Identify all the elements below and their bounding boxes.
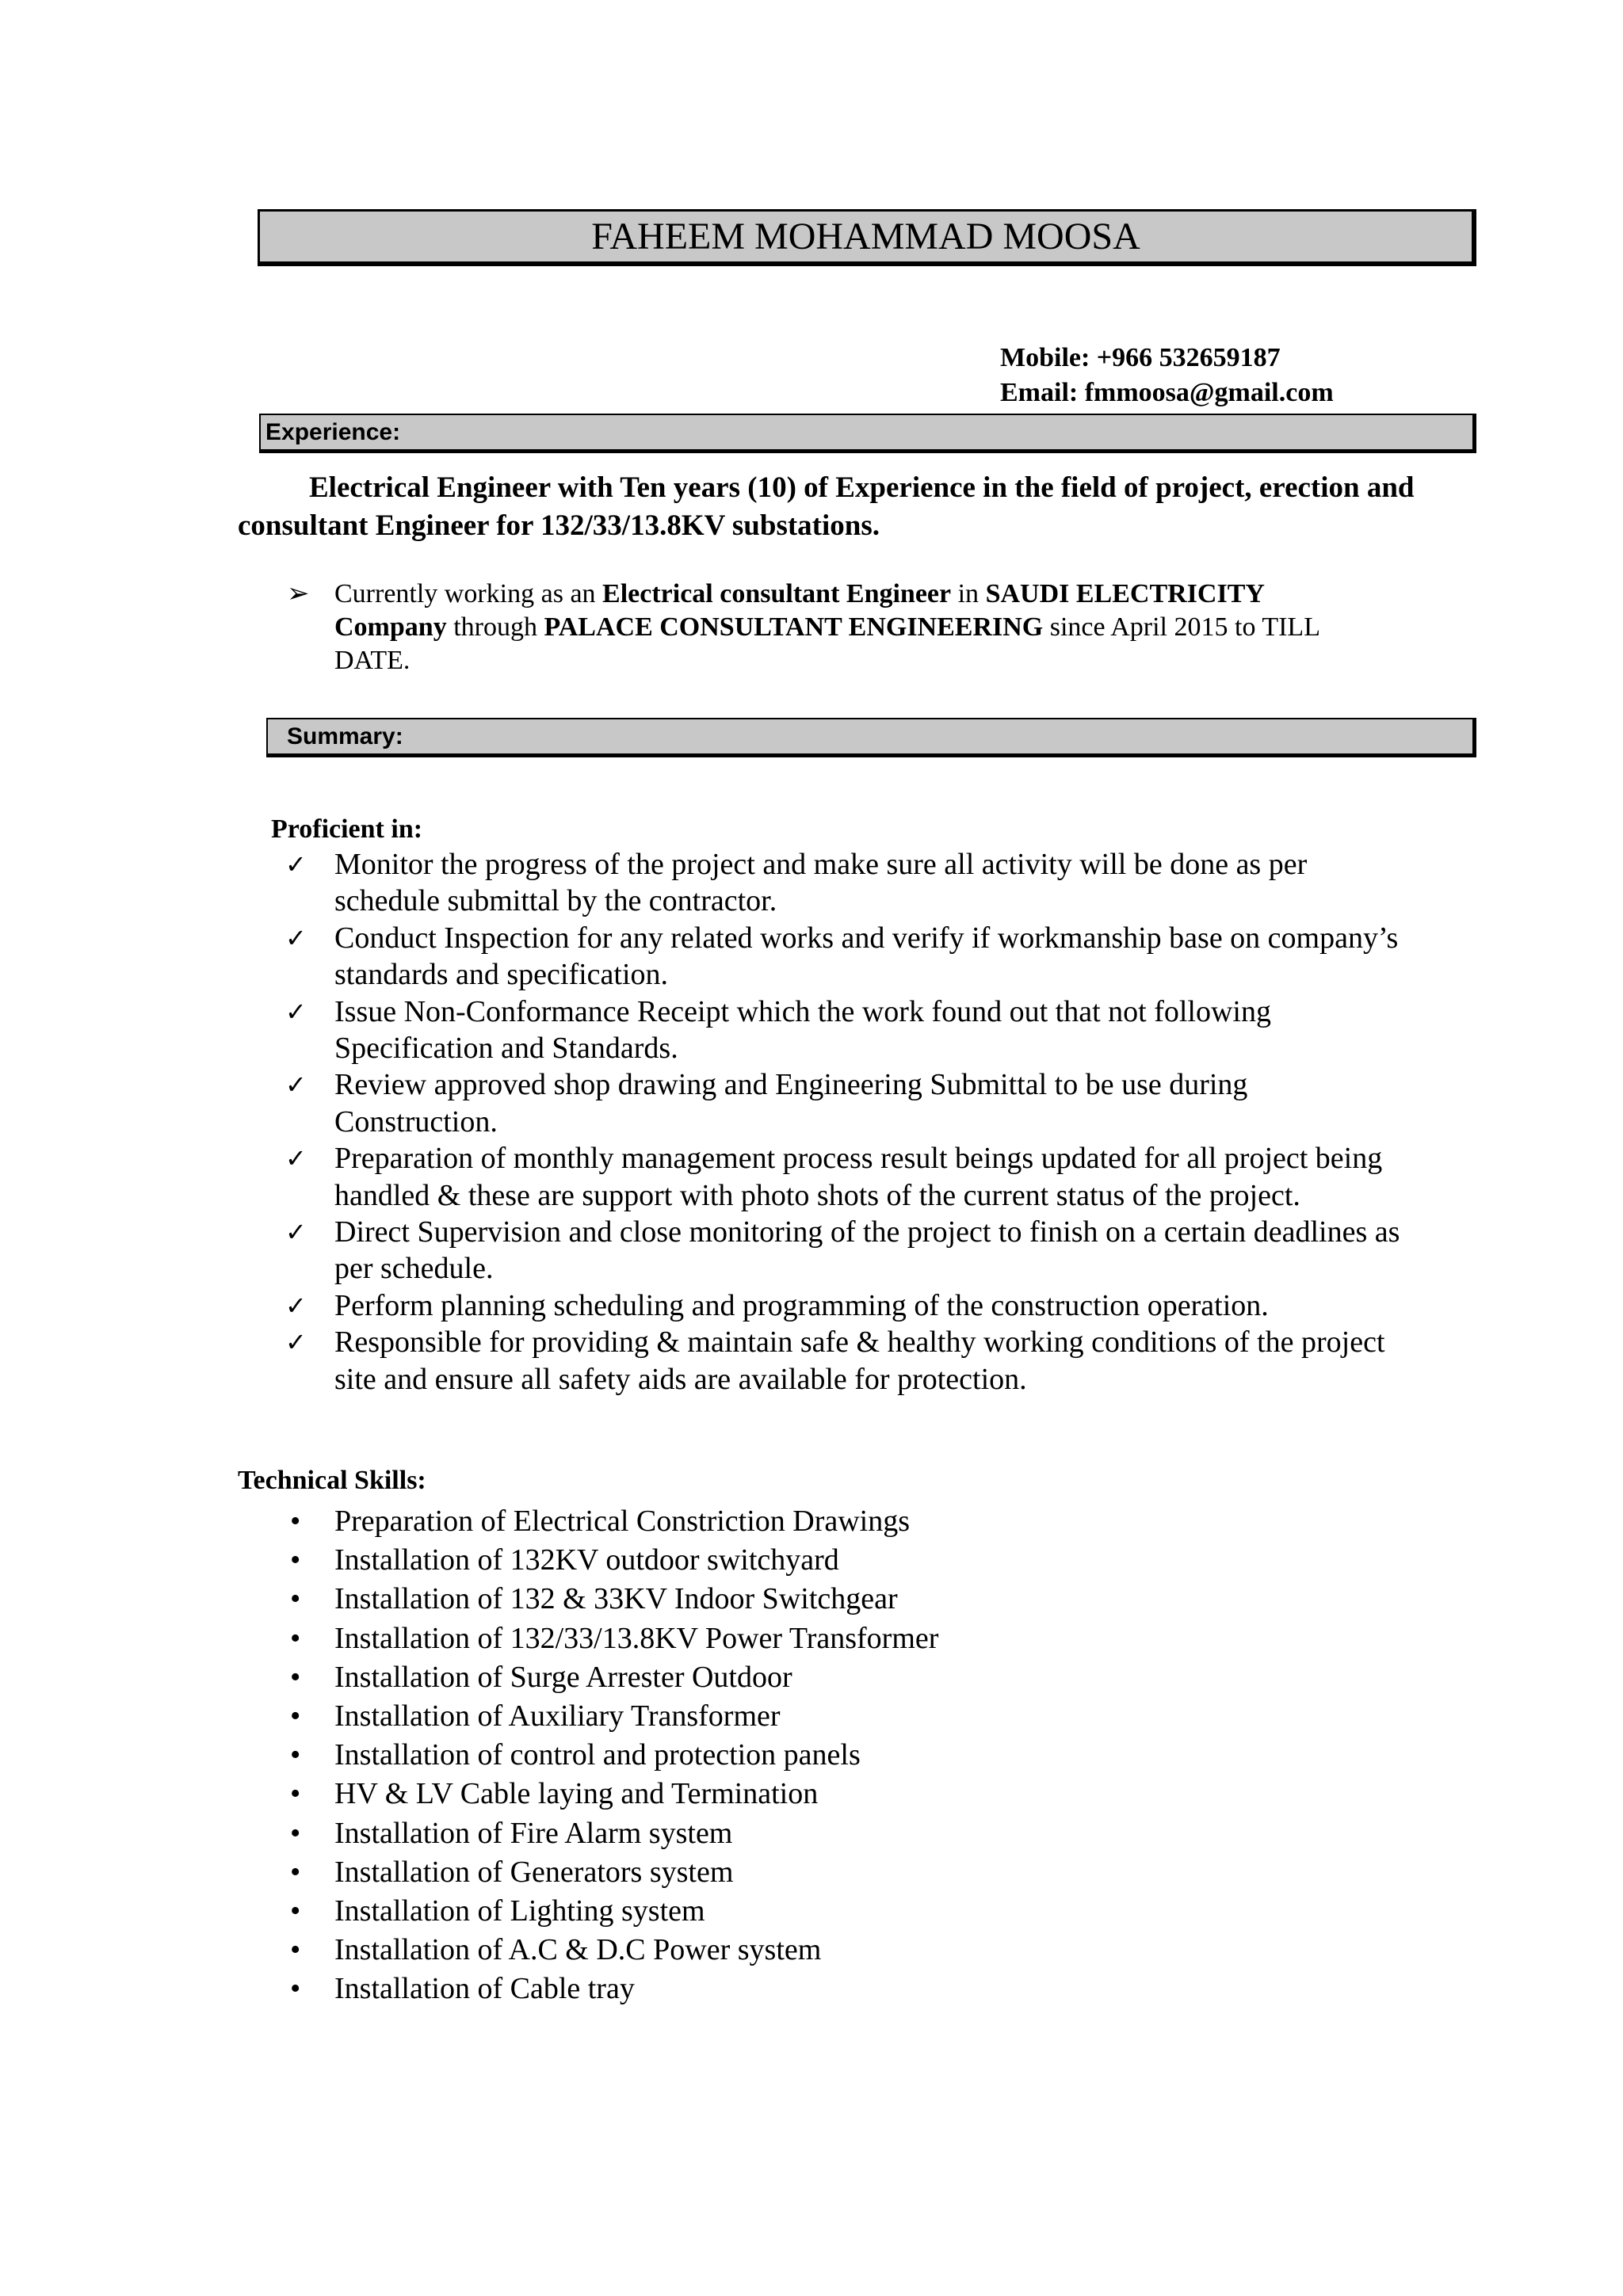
summary-heading: Summary: (266, 718, 1476, 757)
list-item: ✓ Perform planning scheduling and programming of the construction operation. (285, 1287, 1411, 1324)
technical-skills-list (285, 1502, 1395, 2009)
bullet-icon: • (290, 1816, 301, 1850)
proficient-heading: Proficient in: (271, 814, 423, 844)
bullet-icon: • (290, 1660, 301, 1694)
list-item: • HV & LV Cable laying and Termination (285, 1775, 1395, 1814)
email: Email: fmmoosa@gmail.com (1000, 378, 1334, 407)
experience-intro: Electrical Engineer with Ten years (10) of Experience in the field of project, erection and consultant Engineer for 132/33/13.8KV substations. (238, 471, 1415, 542)
check-icon: ✓ (285, 1070, 307, 1100)
list-item: • Installation of Generators system (285, 1853, 1395, 1892)
list-item: ✓ Monitor the progress of the project and make sure all activity will be done as per schedule submittal by the contractor. (285, 848, 1308, 918)
check-icon: ✓ (285, 1290, 307, 1321)
bullet-icon: • (290, 1505, 301, 1538)
current-position: ➢ Currently working as an Electrical consultant Engineer in SAUDI ELECTRICITY Company through PALACE CONSULTANT ENGINEERING since April 2015 to TILL DATE. (287, 579, 1319, 675)
list-item: • Installation of A.C & D.C Power system (285, 1931, 1395, 1970)
list-item: ✓ Preparation of monthly management process result beings updated for all project being handled & these are support with photo shots of the current status of the project. (285, 1142, 1383, 1212)
check-icon: ✓ (285, 996, 307, 1027)
list-item: ✓ Issue Non-Conformance Receipt which the work found out that not following Specification and Standards. (285, 994, 1271, 1066)
technical-skills-heading: Technical Skills: (238, 1466, 426, 1495)
bullet-icon: • (290, 1582, 301, 1616)
proficient-list (285, 846, 1411, 1398)
bullet-icon: • (290, 1933, 301, 1967)
bullet-icon: • (290, 1699, 301, 1733)
bullet-icon: • (290, 1621, 301, 1655)
list-item: ✓ Direct Supervision and close monitoring of the project to finish on a certain deadlines as per schedule. (285, 1215, 1400, 1286)
list-item: • Installation of Fire Alarm system (285, 1814, 1395, 1853)
check-icon: ✓ (285, 1217, 307, 1248)
list-item: • Preparation of Electrical Constriction Drawings (285, 1502, 1395, 1541)
bullet-icon: • (290, 1777, 301, 1811)
bullet-icon: • (290, 1855, 301, 1889)
list-item: ✓ Conduct Inspection for any related works and verify if workmanship base on company’s standards and specification. (285, 921, 1399, 992)
list-item: • Installation of Surge Arrester Outdoor (285, 1658, 1395, 1697)
list-item: • Installation of Auxiliary Transformer (285, 1697, 1395, 1736)
check-icon: ✓ (285, 1143, 307, 1174)
list-item: • Installation of 132 & 33KV Indoor Switchgear (285, 1580, 1395, 1619)
bullet-icon: • (290, 1894, 301, 1928)
list-item: • Installation of control and protection panels (285, 1736, 1395, 1775)
list-item: • Installation of 132/33/13.8KV Power Transformer (285, 1619, 1395, 1658)
list-item: • Installation of Cable tray (285, 1970, 1395, 2008)
check-icon: ✓ (285, 849, 307, 879)
check-icon: ✓ (285, 922, 307, 953)
arrow-bullet-icon: ➢ (287, 579, 310, 608)
bullet-icon: • (290, 1738, 301, 1772)
list-item: ✓ Review approved shop drawing and Engineering Submittal to be use during Construction. (285, 1068, 1248, 1138)
bullet-icon: • (290, 1972, 301, 2006)
contact-block (1000, 341, 1334, 410)
bullet-icon: • (290, 1543, 301, 1577)
mobile: Mobile: +966 532659187 (1000, 343, 1281, 372)
name-header: FAHEEM MOHAMMAD MOOSA (258, 209, 1476, 266)
list-item: ✓ Responsible for providing & maintain safe & healthy working conditions of the project site and ensure all safety aids are available for protection. (285, 1325, 1385, 1396)
list-item: • Installation of 132KV outdoor switchyard (285, 1541, 1395, 1580)
experience-heading: Experience: (259, 414, 1476, 453)
list-item: • Installation of Lighting system (285, 1892, 1395, 1931)
check-icon: ✓ (285, 1327, 307, 1358)
